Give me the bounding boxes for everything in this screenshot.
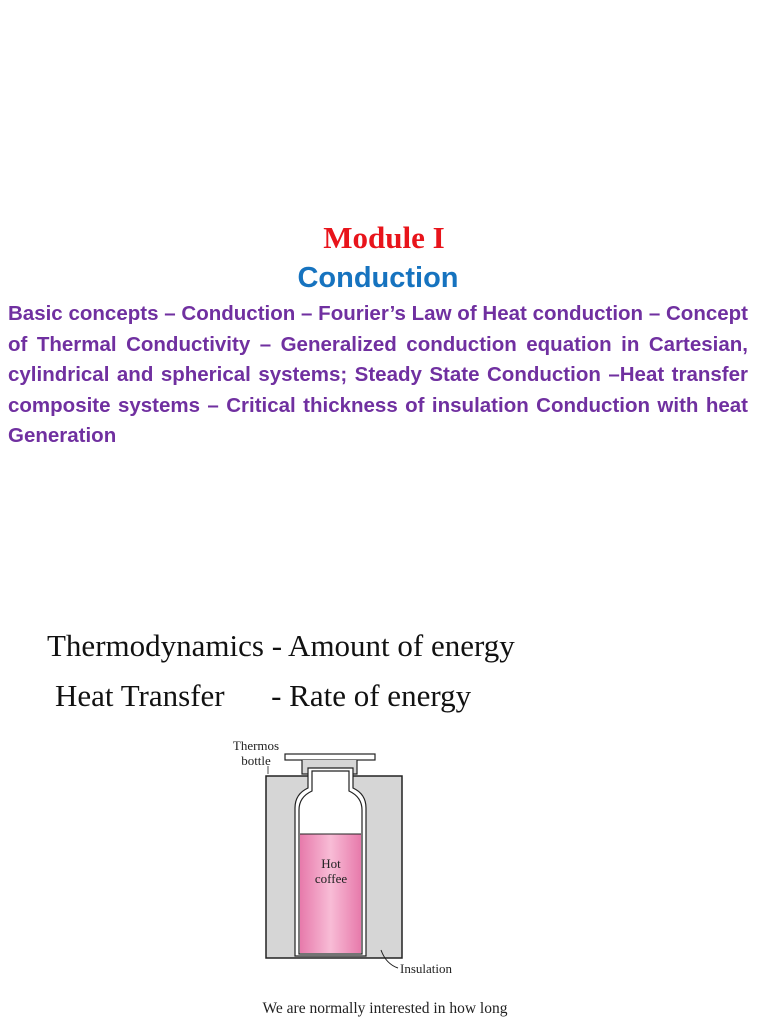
- thermos-label-line1: Thermos: [232, 738, 280, 753]
- figure-caption: We are normally interested in how long: [262, 1000, 508, 1017]
- insulation-label: Insulation: [400, 961, 452, 976]
- thermos-label-line2: bottle: [241, 753, 271, 768]
- thermos-bottle-figure: [216, 736, 486, 981]
- syllabus-paragraph: Basic concepts – Conduction – Fourier’s Law of Heat conduction – Concept of Thermal Conductivity – Generalized conduction equation in Cartesian, cylindrical and spherical systems; Steady State Conduction –Heat transfer composite systems – Critical thickness of insulation Conduction with heat Generation: [8, 302, 748, 448]
- thermodynamics-definition: Thermodynamics - Amount of energy: [47, 628, 515, 663]
- coffee-label-line1: Hot: [321, 856, 341, 871]
- coffee-label-line2: coffee: [314, 871, 348, 886]
- module-title: Module I: [323, 220, 445, 255]
- section-heading: Conduction: [297, 262, 459, 294]
- hot-coffee-liquid: [300, 834, 361, 953]
- heat-transfer-definition: Heat Transfer - Rate of energy: [55, 678, 472, 713]
- bottle-lid: [285, 754, 375, 760]
